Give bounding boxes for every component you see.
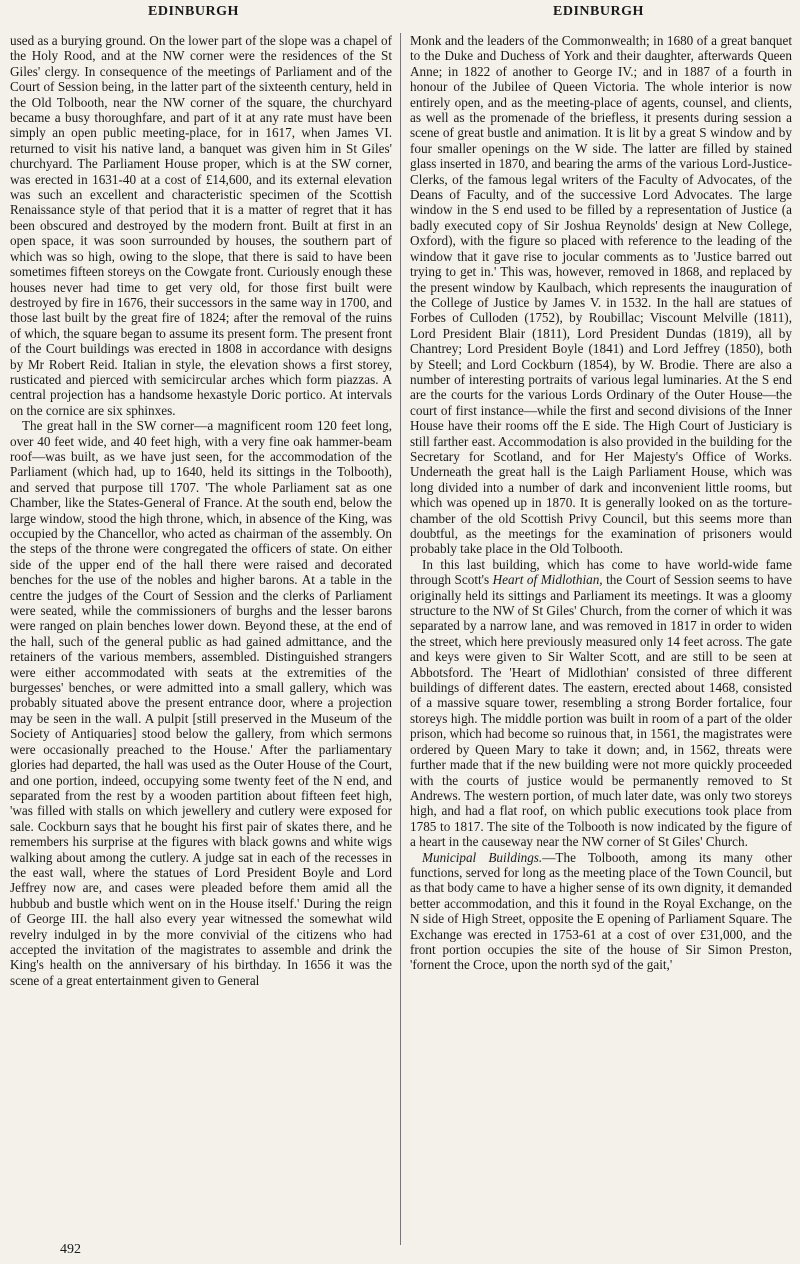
- left-paragraph-1: used as a burying ground. On the lower part of the slope was a chapel of the Holy Rood, and at the NW corner were the residences of the St Giles' clergy. In consequence of the meetings of Parliament and of the Court of Session being, in the latter part of the sixteenth century, held in the Old Tolbooth, near the NW corner of the square, the churchyard became a busy thoroughfare, and part of it at any rate must have been simply an open public meeting-place, for in 1617, when James VI. returned to visit his native land, a banquet was given him in St Giles' churchyard. The Parliament House proper, which is at the SW corner, was erected in 1631-40 at a cost of £14,600, and its external elevation was such an excellent and characteristic specimen of the Scottish Renaissance style of that period that it is a matter of regret that it has been obscured and destroyed by the modern front. Built at first in an open space, it was soon surrounded by houses, the southern part of which was so high, owing to the slope, that there is said to have been sometimes fifteen storeys on the Cowgate front. Curiously enough these houses never had time to get very old, for those first built were destroyed by fire in 1676, their successors in the same way in 1700, and those last built by the great fire of 1824; after the removal of the ruins of which, the square began to assume its present form. The present front of the Court buildings was erected in 1808 in accordance with designs by Mr Robert Reid. Italian in style, the elevation shows a first storey, rusticated and pierced with semicircular arches which form piazzas. A central projection has a handsome hexastyle Doric portico. At intervals on the cornice are six sphinxes.: [10, 33, 392, 418]
- right-paragraph-3-rest: —The Tolbooth, among its many other functions, served for long as the meeting place of the Town Council, but as that body came to have a higher sense of its own dignity, it demanded better accommodation, and this it found in the Royal Exchange, on the N side of High Street, opposite the E opening of Parliament Square. The Exchange was erected in 1753-61 at a cost of over £31,000, and the front portion occupies the site of the house of Sir Simon Preston, 'fornent the Croce, upon the north syd of the gait,': [410, 849, 792, 973]
- running-head-right: EDINBURGH: [553, 4, 644, 19]
- right-paragraph-2-rest: the Court of Session seems to have originally held its sittings and Parliament its meetings. It was a gloomy structure to the NW of St Giles' Church, from the corner of which it was separated by a narrow lane, and was removed in 1817 in order to widen the street, which here previously measured only 14 feet across. The gate and keys were given to Sir Walter Scott, and are still to be seen at Abbotsford. The 'Heart of Midlothian' consisted of three different buildings of different dates. The eastern, erected about 1468, consisted of a massive square tower, resembling a strong Border fortalice, four storeys high. The middle portion was built in room of a part of the older prison, which had become so ruinous that, in 1561, the magistrates were ordered by Queen Mary to take it down; and, in 1562, threats were further made that if the new building were not more quickly proceeded with the courts of justice would be permanently removed to St Andrews. The western portion, of much later date, was only two storeys high, and had a flat roof, on which public executions took place from 1785 to 1817. The site of the Tolbooth is now indicated by the figure of a heart in the causeway near the NW corner of St Giles' Church.: [410, 572, 792, 850]
- right-column: [410, 33, 792, 973]
- right-paragraph-2: [410, 557, 792, 850]
- running-head-left: EDINBURGH: [148, 4, 239, 19]
- right-paragraph-3: [410, 850, 792, 973]
- column-divider: [400, 33, 401, 1245]
- right-paragraph-2-start: In this last building, which has come to have world-wide fame through Scott's: [410, 556, 792, 588]
- left-column: [10, 33, 392, 988]
- right-paragraph-1: Monk and the leaders of the Commonwealth; in 1680 of a great banquet to the Duke and Duchess of York and their daughter, afterwards Queen Anne; in 1822 of another to George IV.; and in 1887 of a fourth in honour of the Jubilee of Queen Victoria. The whole interior is now entirely open, and as the meeting-place of agents, counsel, and clients, as well as the promenade of the briefless, it presents during session a scene of great bustle and animation. It is lit by a great S window and by four smaller openings on the W side. The latter are filled by stained glass inserted in 1870, and bearing the arms of the various Lord-Justice-Clerks, of the famous legal writers of the Faculty of Advocates, of the Deans of Faculty, and of the successive Lord Advocates. The large window in the S end used to be filled by a representation of Justice (a badly executed copy of Sir Joshua Reynolds' design at New College, Oxford), with the figure so placed with reference to the leading of the window that it gave rise to jocular comments as to 'Justice barred out trying to get in.' This was, however, removed in 1868, and replaced by the present window by Kaulbach, which represents the inauguration of the College of Justice by James V. in 1532. In the hall are statues of Forbes of Culloden (1752), by Roubillac; Viscount Melville (1811), Lord President Blair (1811), Lord President Dundas (1819), all by Chantrey; Lord President Boyle (1841) and Lord Jeffrey (1850), both by Steell; and Lord Cockburn (1854), by W. Brodie. There are also a number of interesting portraits of various legal luminaries. At the S end are the courts for the various Lords Ordinary of the Outer House—the court of first instance—while the first and second divisions of the Inner House have their rooms off the E side. The High Court of Justiciary is still farther east. Accommodation is also provided in the building for the Secretary for Scotland, and for Her Majesty's Office of Works. Underneath the great hall is the Laigh Parliament House, which was long divided into a number of dark and inconvenient little rooms, but which was opened up in 1870. It is generally looked on as the torture-chamber of the old Scottish Privy Council, but this seems more than doubtful, as the meetings for the examination of prisoners would probably take place in the Old Tolbooth.: [410, 33, 792, 557]
- book-title-italic: Heart of Midlothian,: [492, 572, 603, 588]
- page-number: 492: [60, 1242, 81, 1257]
- left-paragraph-2: The great hall in the SW corner—a magnificent room 120 feet long, over 40 feet wide, and 40 feet high, with a very fine oak hammer-beam roof—was built, as we have just seen, for the accommodation of the Parliament (which had, up to 1640, held its sittings in the Tolbooth), and served that purpose till 1707. 'The whole Parliament sat as one Chamber, like the States-General of France. At the south end, below the large window, stood the high throne, which, in absence of the King, was occupied by the Chancellor, who acted as chairman of the assembly. On the steps of the throne were congregated the officers of state. On either side of the upper end of the hall there were raised and decorated benches for the use of the nobles and higher barons. At a table in the centre the judges of the Court of Session and the clerks of Parliament were seated, while the commissioners of burghs and the lesser barons were ranged on plain benches lower down. Beyond these, at the end of the hall, such of the general public as had gained admittance, and the retainers of the various members, assembled. Distinguished strangers were either accommodated with seats at the extremities of the burgesses' benches, or were admitted into a small gallery, which was probably situated above the present entrance door, where a projection may be seen in the wall. A pulpit [still preserved in the Museum of the Society of Antiquaries] stood below the gallery, from which sermons were occasionally preached to the House.' After the parliamentary glories had departed, the hall was used as the Outer House of the Court, and one portion, indeed, occupying some twenty feet of the N end, and separated from the rest by a wooden partition about fifteen feet high, 'was filled with stalls on which jewellery and cutlery were exposed for sale. Cockburn says that he bought his first pair of skates there, and he remembers his surprise at the figures with black gowns and white wigs walking about among the cutlery. A judge sat in each of the recesses in the east wall, where the statues of Lord President Boyle and Lord Jeffrey now are, and cases were pleaded before them amid all the hubbub and bustle which went on in the House itself.' During the reign of George III. the hall also every year witnessed the somewhat wild revelry indulged in by the more convivial of the citizens who had accepted the invitation of the magistrates to assemble and drink the King's health on the anniversary of his birthday. In 1656 it was the scene of a great entertainment given to General: [10, 418, 392, 988]
- section-heading-italic: Municipal Buildings.: [422, 849, 543, 865]
